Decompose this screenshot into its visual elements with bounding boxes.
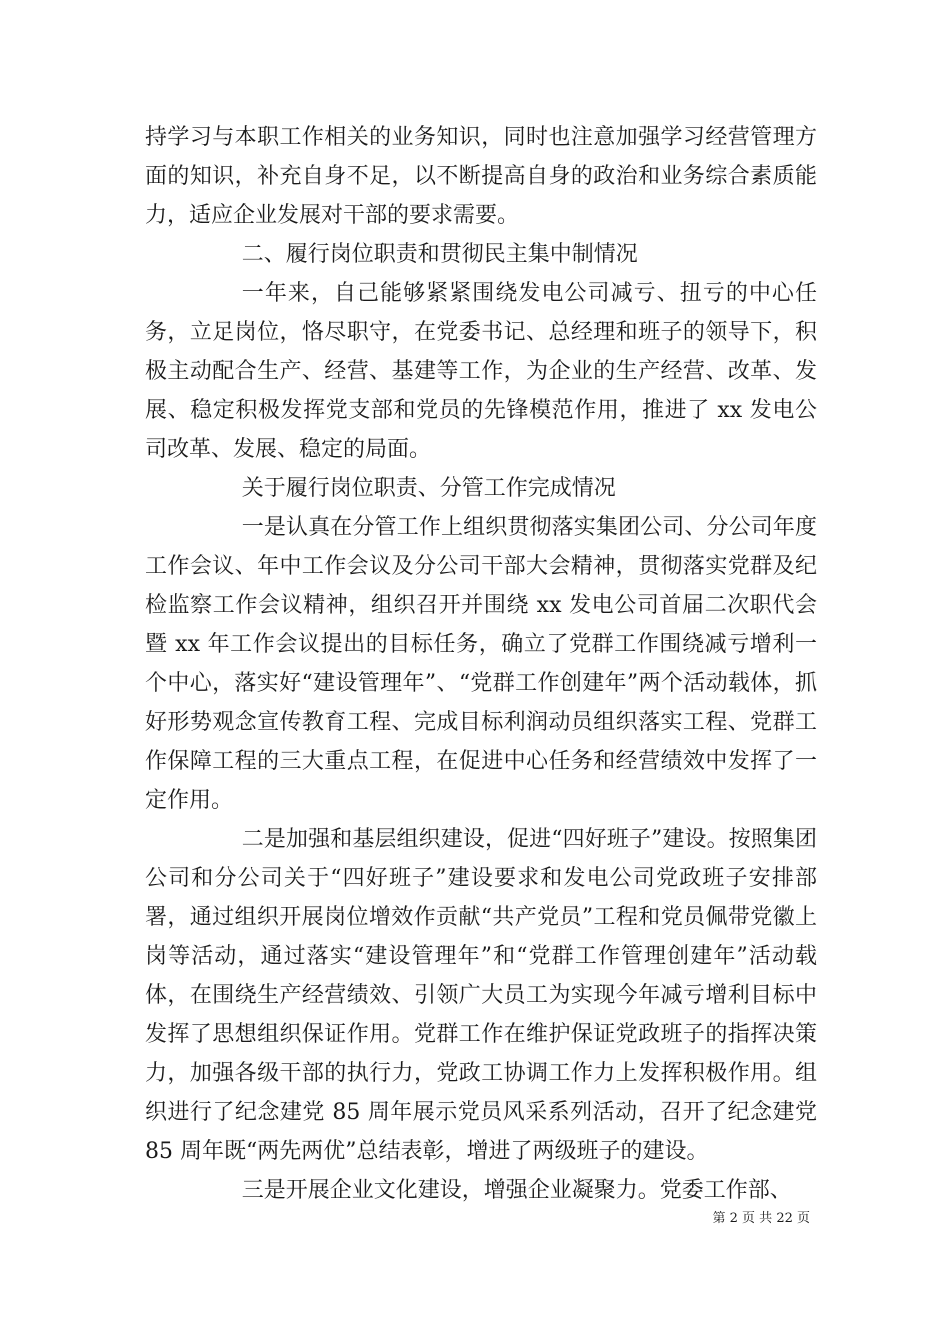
paragraph-item-one: 一是认真在分管工作上组织贯彻落实集团公司、分公司年度工作会议、年中工作会议及分公司干部大会精神，贯彻落实党群及纪检监察工作会议精神，组织召开并围绕 xx 发电公司首届二次职代会暨 xx 年工作会议提出的目标任务，确立了党群工作围绕减亏增利一个中心，落实好“建设管理年”、“党群工作创建年”两个活动载体，抓好形势观念宣传教育工程、完成目标利润动员组织落实工程、党群工作保障工程的三大重点工程，在促进中心任务和经营绩效中发挥了一定作用。: [145, 515, 817, 813]
paragraph-year-summary: 一年来，自己能够紧紧围绕发电公司减亏、扭亏的中心任务，立足岗位，恪尽职守，在党委书记、总经理和班子的领导下，积极主动配合生产、经营、基建等工作，为企业的生产经营、改革、发展、稳定积极发挥党支部和党员的先锋模范作用，推进了 xx 发电公司改革、发展、稳定的局面。: [145, 281, 817, 462]
page-number: 第 2 页 共 22 页: [712, 1211, 810, 1226]
section-heading-2: 二、履行岗位职责和贯彻民主集中制情况: [241, 242, 638, 267]
paragraph-item-three: 三是开展企业文化建设，增强企业凝聚力。党委工作部、: [241, 1178, 792, 1203]
subsection-heading: 关于履行岗位职责、分管工作完成情况: [241, 476, 616, 501]
document-body: [145, 118, 817, 1210]
paragraph-item-two: 二是加强和基层组织建设，促进“四好班子”建设。按照集团公司和分公司关于“四好班子”建设要求和发电公司党政班子安排部署，通过组织开展岗位增效作贡献“共产党员”工程和党员佩带党徽上岗等活动，通过落实“建设管理年”和“党群工作管理创建年”活动载体，在围绕生产经营绩效、引领广大员工为实现今年减亏增利目标中发挥了思想组织保证作用。党群工作在维护保证党政班子的指挥决策力，加强各级干部的执行力，党政工协调工作力上发挥积极作用。组织进行了纪念建党 85 周年展示党员风采系列活动，召开了纪念建党 85 周年既“两先两优”总结表彰，增进了两级班子的建设。: [145, 827, 817, 1164]
paragraph-continuation: 持学习与本职工作相关的业务知识，同时也注意加强学习经营管理方面的知识，补充自身不足，以不断提高自身的政治和业务综合素质能力，适应企业发展对干部的要求需要。: [145, 125, 817, 228]
